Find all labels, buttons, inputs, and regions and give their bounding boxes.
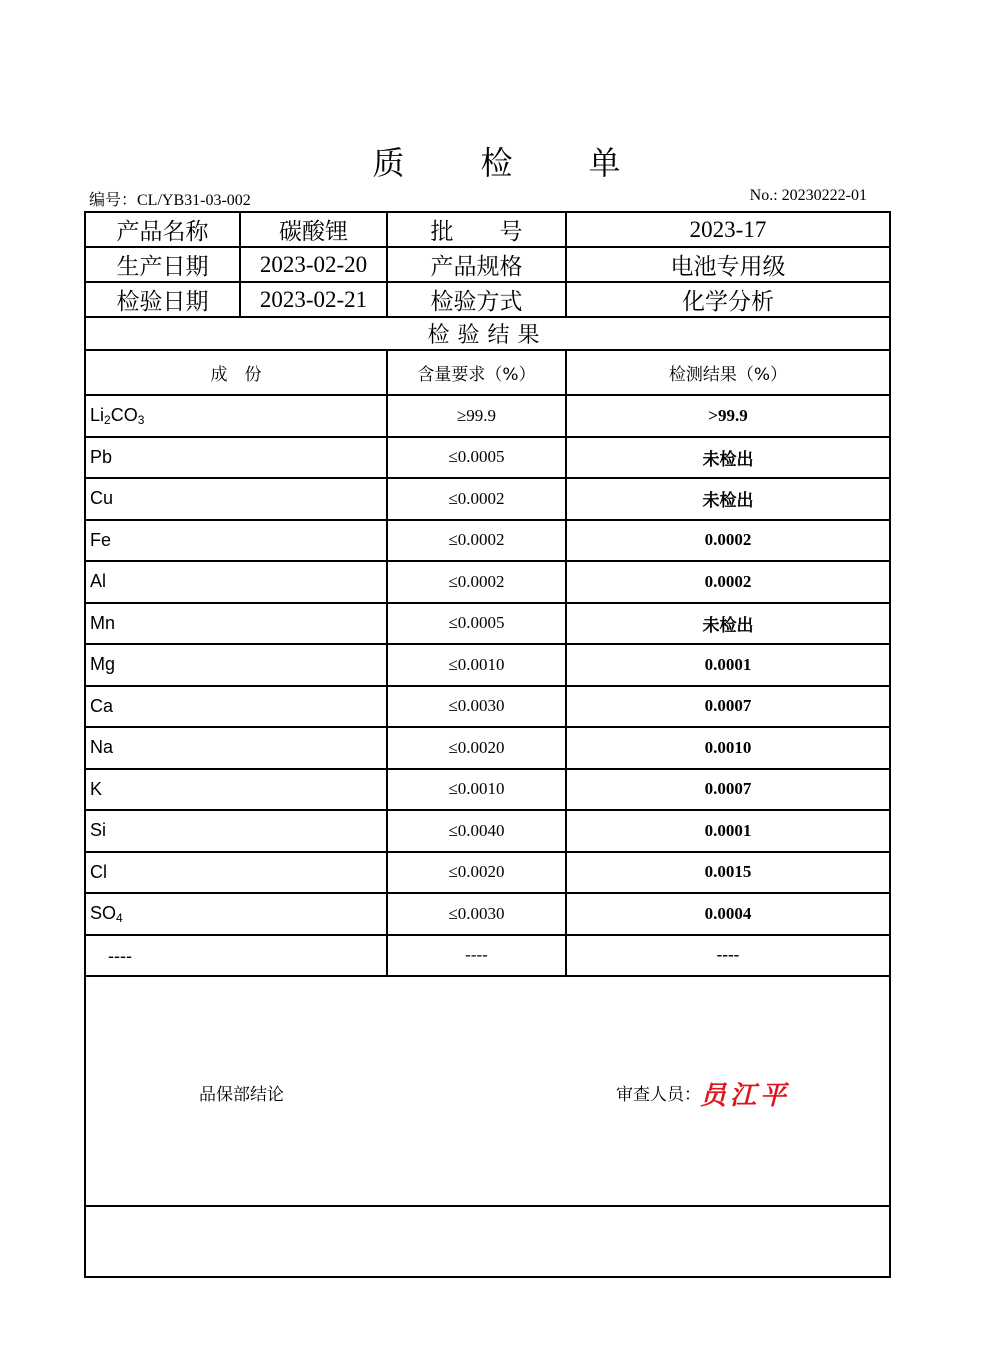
result-cell: 0.0001 [566, 644, 889, 686]
component-text: Pb [90, 446, 113, 467]
batch-label: 批 号 [387, 213, 566, 247]
component-text: Cl [90, 861, 107, 882]
component-text: Mg [90, 654, 116, 675]
info-row [86, 213, 889, 247]
component-text: Si [90, 820, 107, 841]
result-cell: >99.9 [566, 395, 889, 437]
info-table [86, 213, 889, 351]
result-cell: 0.0004 [566, 893, 889, 935]
table-row [86, 727, 889, 769]
component-cell [86, 935, 387, 977]
component-text: Cu [90, 488, 114, 509]
result-cell: 0.0010 [566, 727, 889, 769]
component-cell [86, 852, 387, 894]
inspection-sheet [84, 211, 891, 1278]
header-result: 检测结果（%） [566, 351, 889, 395]
component-subscript: 2 [104, 412, 111, 427]
result-cell: 0.0015 [566, 852, 889, 894]
footer-area [86, 977, 889, 1207]
title-char: 质 [372, 144, 405, 182]
section-title: 检验结果 [86, 317, 889, 350]
result-cell: 0.0007 [566, 769, 889, 811]
requirement-cell: ≤0.0010 [387, 769, 566, 811]
table-row [86, 437, 889, 479]
component-cell [86, 437, 387, 479]
conclusion-label: 品保部结论 [199, 1085, 284, 1105]
component-cell [86, 686, 387, 728]
requirement-cell: ≤0.0020 [387, 727, 566, 769]
table-row [86, 520, 889, 562]
component-text: Al [90, 571, 107, 592]
table-row [86, 810, 889, 852]
inspection-date-value: 2023-02-21 [240, 282, 387, 317]
results-header-row [86, 351, 889, 395]
table-row [86, 603, 889, 645]
table-row [86, 852, 889, 894]
component-text: Fe [90, 529, 112, 550]
result-cell: 0.0007 [566, 686, 889, 728]
component-cell [86, 520, 387, 562]
table-row [86, 686, 889, 728]
production-date-label: 生产日期 [86, 247, 240, 282]
table-row [86, 769, 889, 811]
requirement-cell: ≤0.0010 [387, 644, 566, 686]
component-text: Ca [90, 695, 114, 716]
result-cell: ---- [566, 935, 889, 977]
spec-value: 电池专用级 [566, 247, 889, 282]
component-cell [86, 395, 387, 437]
title-char: 检 [480, 144, 513, 182]
method-label: 检验方式 [387, 282, 566, 317]
component-subscript: 3 [137, 412, 145, 427]
info-row [86, 247, 889, 282]
component-text: Na [90, 737, 114, 758]
header-component: 成 份 [86, 351, 387, 395]
product-name-value: 碳酸锂 [240, 213, 387, 247]
requirement-cell: ≤0.0002 [387, 520, 566, 562]
component-cell [86, 893, 387, 935]
component-text: CO [110, 404, 138, 425]
component-subscript: 4 [116, 910, 123, 925]
requirement-cell: ---- [387, 935, 566, 977]
result-cell: 0.0002 [566, 520, 889, 562]
component-cell [86, 810, 387, 852]
requirement-cell: ≤0.0030 [387, 893, 566, 935]
result-cell: 未检出 [566, 603, 889, 645]
requirement-cell: ≤0.0030 [387, 686, 566, 728]
component-cell [86, 644, 387, 686]
component-cell [86, 603, 387, 645]
component-text: Mn [90, 612, 116, 633]
document-number: No.: 20230222-01 [749, 187, 867, 204]
results-table [86, 351, 889, 977]
reviewer-label: 审查人员： [616, 1085, 701, 1105]
table-row [86, 561, 889, 603]
reviewer-signature: 员江平 [700, 1081, 791, 1111]
table-row [86, 395, 889, 437]
requirement-cell: ≤0.0002 [387, 478, 566, 520]
component-cell [86, 769, 387, 811]
requirement-cell: ≥99.9 [387, 395, 566, 437]
result-cell: 未检出 [566, 478, 889, 520]
result-cell: 0.0001 [566, 810, 889, 852]
component-text: ---- [90, 946, 132, 967]
requirement-cell: ≤0.0002 [387, 561, 566, 603]
component-cell [86, 727, 387, 769]
method-value: 化学分析 [566, 282, 889, 317]
result-cell: 未检出 [566, 437, 889, 479]
document-code: 编号：CL/YB31-03-002 [89, 192, 251, 209]
requirement-cell: ≤0.0005 [387, 603, 566, 645]
component-cell [86, 478, 387, 520]
spec-label: 产品规格 [387, 247, 566, 282]
production-date-value: 2023-02-20 [240, 247, 387, 282]
table-row [86, 893, 889, 935]
requirement-cell: ≤0.0005 [387, 437, 566, 479]
table-row [86, 935, 889, 977]
table-row [86, 644, 889, 686]
requirement-cell: ≤0.0040 [387, 810, 566, 852]
section-row [86, 317, 889, 350]
title-char: 单 [588, 144, 621, 182]
product-name-label: 产品名称 [86, 213, 240, 247]
table-row [86, 478, 889, 520]
result-cell: 0.0002 [566, 561, 889, 603]
inspection-date-label: 检验日期 [86, 282, 240, 317]
document-title [0, 138, 993, 184]
header-requirement: 含量要求（%） [387, 351, 566, 395]
batch-value: 2023-17 [566, 213, 889, 247]
component-cell [86, 561, 387, 603]
component-text: K [90, 778, 103, 799]
component-text: Li [90, 404, 105, 425]
component-text: SO [90, 902, 117, 923]
requirement-cell: ≤0.0020 [387, 852, 566, 894]
info-row [86, 282, 889, 317]
